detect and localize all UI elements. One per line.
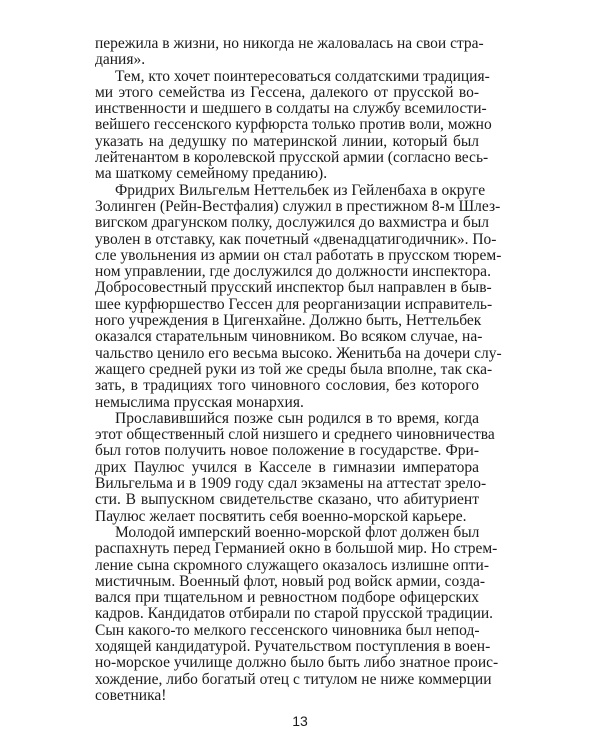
text-line: лейтенантом в королевской прусской армии (согласно весь- xyxy=(95,149,489,167)
text-line: этот общественный слой низшего и среднего чиновничества xyxy=(95,426,495,444)
text-line: жащего средней руки из той же среды была вполне, так ска- xyxy=(95,360,493,378)
paragraph xyxy=(95,409,495,525)
text-line: Тем, кто хочет поинтересоваться солдатскими традиция- xyxy=(115,67,490,85)
paragraph xyxy=(95,181,502,411)
text-line: сти. В выпускном свидетельстве сказано, что абитуриент xyxy=(95,491,479,509)
paragraph xyxy=(95,523,499,704)
text-line: мистичным. Военный флот, новый род войск армии, созда- xyxy=(95,572,485,590)
text-line: вейшего гессенского курфюрста только против воли, можно xyxy=(95,116,492,134)
text-line: был готов получить новое положение в государстве. Фри- xyxy=(95,442,479,460)
text-line: ходящей кандидатурой. Ручательством поступления в воен- xyxy=(95,637,491,655)
text-line: вался при тщательном и ревностном подборе офицерских xyxy=(95,589,479,607)
page-number: 13 xyxy=(292,713,308,729)
text-line: но-морское училище должно было быть либо знатное проис- xyxy=(95,654,499,672)
text-line: оказался старательным чиновником. Во всяком случае, на- xyxy=(95,328,483,346)
text-line: немыслима прусская монархия. xyxy=(95,393,304,411)
text-line: ми этого семейства из Гессена, далекого от прусской во- xyxy=(95,83,479,101)
text-line: пережила в жизни, но никогда не жаловалась на свои стра- xyxy=(95,35,484,52)
text-line: дрих Паулюс учился в Касселе в гимназии императора xyxy=(95,458,479,476)
text-line: ном управлении, где дослужился до должности инспектора. xyxy=(95,263,491,281)
text-line: уволен в отставку, как почетный «двенадцатигодичник». По- xyxy=(95,230,497,248)
text-line: дания». xyxy=(95,51,146,69)
paragraph xyxy=(95,67,492,183)
text-line: кадров. Кандидатов отбирали по старой прусской традиции. xyxy=(95,605,494,623)
text-line: Паулюс желает посвятить себя военно-морской карьере. xyxy=(95,507,467,525)
text-line: Прославившийся позже сын родился в то время, когда xyxy=(115,409,479,427)
text-line: Добросовестный прусский инспектор был направлен в быв- xyxy=(95,279,492,297)
text-line: Фридрих Вильгельм Неттельбек из Гейленбаха в округе xyxy=(115,181,486,199)
text-line: указать на дедушку по материнской линии, который был xyxy=(95,132,479,150)
text-line: ма шаткому семейному преданию). xyxy=(95,165,328,183)
text-line: сле увольнения из армии он стал работать в прусском тюрем- xyxy=(95,246,502,264)
page-body xyxy=(95,35,502,704)
text-line: шее курфюршество Гессен для реорганизации исправитель- xyxy=(95,295,493,313)
text-line: Сын какого-то мелкого гессенского чиновника был непод- xyxy=(95,621,480,639)
text-line: Вильгельма и в 1909 году сдал экзамены на аттестат зрело- xyxy=(95,475,487,493)
text-line: Золинген (Рейн-Вестфалия) служил в престижном 8-м Шлез- xyxy=(95,197,501,215)
text-line: ление сына скромного служащего оказалось излишне опти- xyxy=(95,556,489,574)
text-line: советника! xyxy=(95,686,167,704)
paragraph xyxy=(95,35,484,69)
text-line: зать, в традициях того чиновного сословия, без которого xyxy=(95,377,479,395)
text-line: чальство ценило его весьма высоко. Женитьба на дочери слу- xyxy=(95,344,502,362)
text-line: вигском драгунском полку, дослужился до вахмистра и был xyxy=(95,214,489,232)
text-line: ного учреждения в Цигенхайне. Должно быть, Неттельбек xyxy=(95,312,482,330)
text-line: хождение, либо богатый отец с титулом не ниже коммерции xyxy=(95,670,492,688)
text-line: распахнуть перед Германией окно в большой мир. Но стрем- xyxy=(95,540,498,558)
text-line: инственности и шедшего в солдаты на службу всемилости- xyxy=(95,100,487,118)
text-line: Молодой имперский военно-морской флот должен был xyxy=(115,523,480,541)
